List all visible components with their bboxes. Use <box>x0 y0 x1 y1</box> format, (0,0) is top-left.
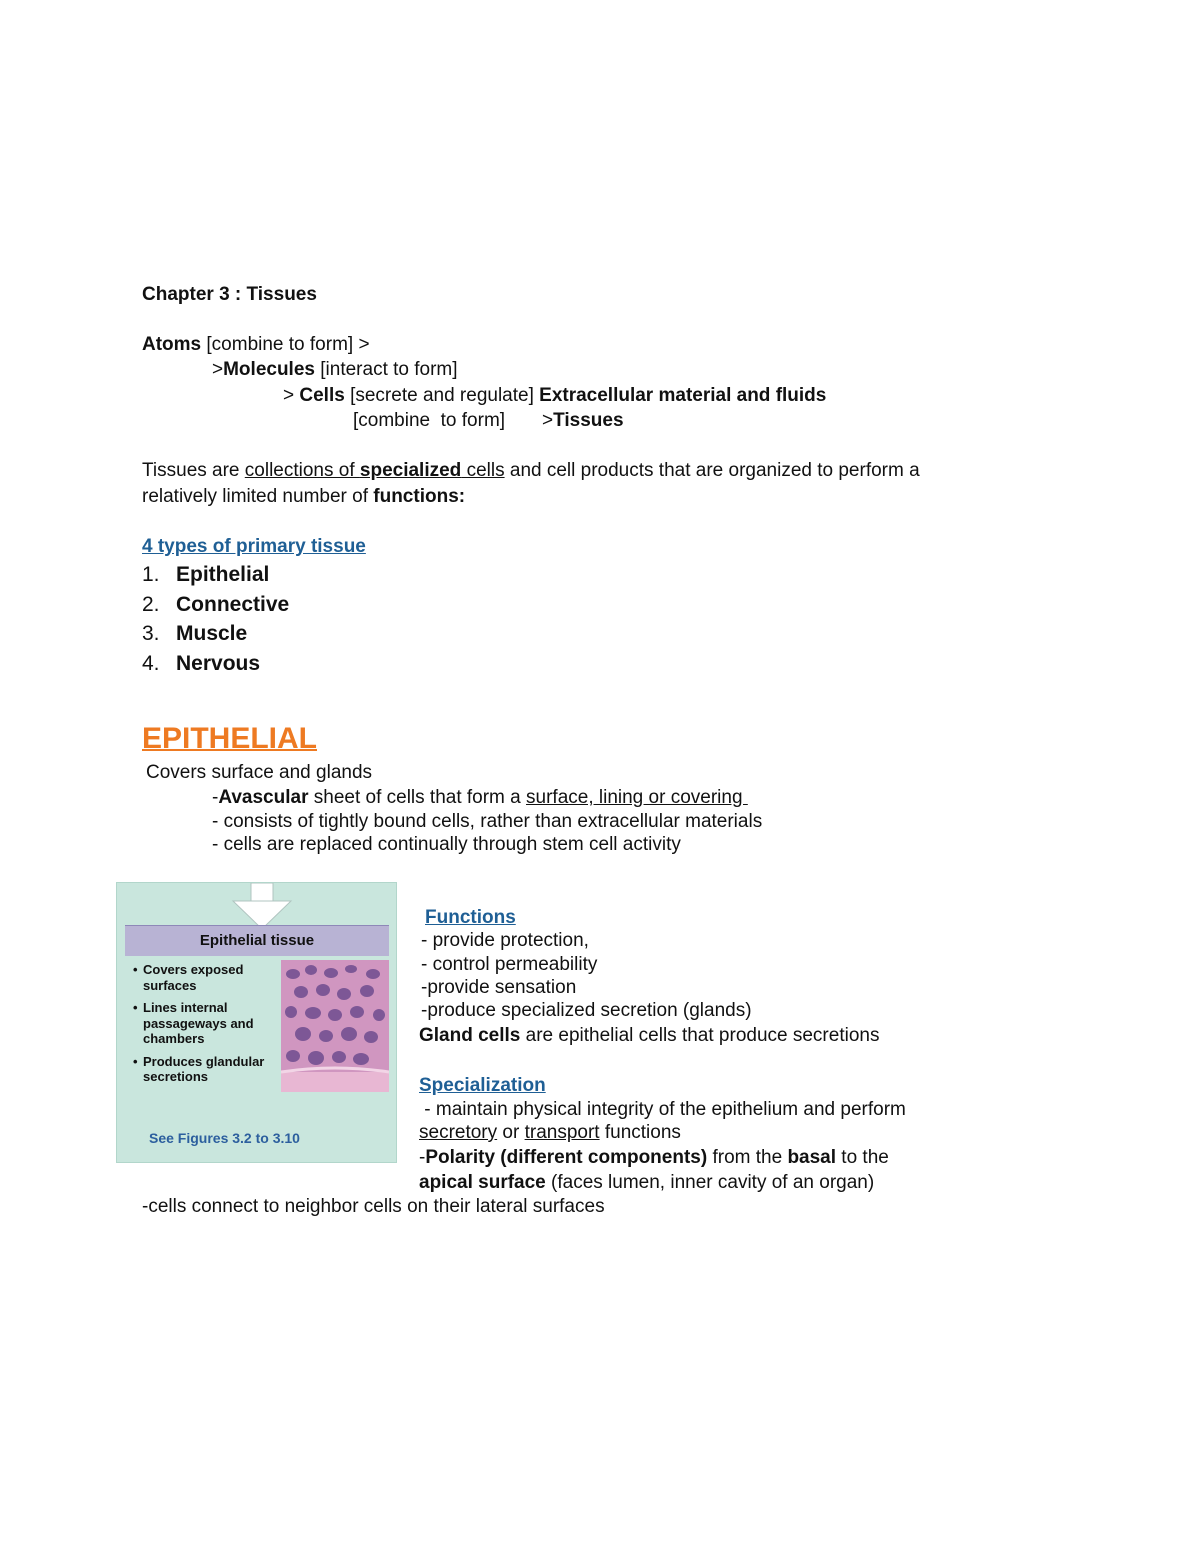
functions-item: -produce specialized secretion (glands) <box>421 1000 752 1021</box>
basal-term: basal <box>787 1147 837 1168</box>
dash: - <box>212 787 219 808</box>
specialization-heading: Specialization <box>419 1075 546 1096</box>
figure-bullet: • Produces glandular secretions <box>133 1054 283 1085</box>
definition-text: Tissues are <box>142 460 245 481</box>
molecules-desc: [interact to form] <box>314 359 458 380</box>
functions-item: - provide protection, <box>421 930 589 951</box>
specialization-line-1: - maintain physical integrity of the epithelium and perform <box>419 1099 906 1120</box>
bullet-underlined: surface, lining or covering <box>526 787 748 808</box>
cells-term: Cells <box>299 385 345 406</box>
extracellular-term: Extracellular material and fluids <box>539 385 827 406</box>
apical-term: apical surface <box>419 1172 546 1193</box>
list-label: Nervous <box>176 651 261 675</box>
list-number: 2. <box>142 592 160 616</box>
definition-underlined-cells: cells <box>461 460 505 481</box>
definition-functions: functions: <box>373 486 466 507</box>
list-label: Muscle <box>176 622 248 645</box>
epithelial-heading: EPITHELIAL <box>142 722 318 755</box>
gland-cells-desc: are epithelial cells that produce secretions <box>520 1025 880 1046</box>
definition-text: and cell products that are organized to perform a <box>504 460 920 481</box>
tissues-term: Tissues <box>553 410 624 431</box>
epithelial-covers: Covers surface and glands <box>146 762 373 783</box>
cells-desc: [secrete and regulate] <box>344 385 540 406</box>
hierarchy-line-tissues <box>353 410 624 432</box>
connector-text: from the <box>707 1147 788 1168</box>
connector-text: or <box>497 1122 525 1143</box>
functions-item: - control permeability <box>421 954 598 975</box>
molecules-term: Molecules <box>223 359 315 380</box>
dash: - <box>419 1147 426 1168</box>
bullet-text: sheet of cells that form a <box>308 787 527 808</box>
hierarchy-line-molecules <box>212 359 458 381</box>
list-item <box>142 560 289 590</box>
secretory-term: secretory <box>419 1122 498 1143</box>
list-item <box>142 590 289 620</box>
list-label: Connective <box>176 592 290 616</box>
epithelial-tissue-figure <box>116 882 397 1163</box>
polarity-term: Polarity (different components) <box>425 1147 708 1168</box>
types-heading: 4 types of primary tissue <box>142 536 366 557</box>
specialization-line-3 <box>419 1147 889 1169</box>
tissue-types-list <box>142 560 289 678</box>
figure-bullets <box>133 962 283 1092</box>
list-label: Epithelial <box>176 563 270 586</box>
down-arrow-icon <box>227 883 297 929</box>
list-number: 3. <box>142 622 160 645</box>
functions-item: -provide sensation <box>421 977 577 998</box>
hierarchy-line-atoms <box>142 334 370 356</box>
connector-text: to the <box>836 1147 889 1168</box>
gland-cells-line <box>419 1025 879 1047</box>
atoms-desc: [combine to form] > <box>201 334 370 355</box>
list-item <box>142 619 289 649</box>
figure-header: Epithelial tissue <box>125 925 389 957</box>
apical-desc: (faces lumen, inner cavity of an organ) <box>545 1172 875 1193</box>
list-item <box>142 649 289 679</box>
specialization-line-2 <box>419 1122 681 1144</box>
definition-line-2 <box>142 486 465 508</box>
definition-text: relatively limited number of <box>142 486 374 507</box>
micrograph-image <box>281 960 389 1092</box>
list-number: 1. <box>142 563 160 586</box>
connector-text: functions <box>599 1122 681 1143</box>
epithelial-bullet-2: - consists of tightly bound cells, rather than extracellular materials <box>212 811 763 832</box>
epithelial-bullet-1 <box>212 787 748 809</box>
chapter-title: Chapter 3 : Tissues <box>142 284 317 305</box>
figure-body <box>125 956 389 1156</box>
hierarchy-line-cells <box>283 385 826 407</box>
figure-caption: See Figures 3.2 to 3.10 <box>149 1130 300 1146</box>
figure-bullet: • Lines internal passageways and chambers <box>133 1000 283 1047</box>
figure-bullet: • Covers exposed surfaces <box>133 962 283 993</box>
definition-specialized: specialized <box>359 460 462 481</box>
avascular-term: Avascular <box>218 787 309 808</box>
atoms-term: Atoms <box>142 334 202 355</box>
tissues-desc: [combine to form] > <box>353 410 554 431</box>
definition-line-1 <box>142 460 920 482</box>
specialization-line-5: -cells connect to neighbor cells on their lateral surfaces <box>142 1196 605 1217</box>
definition-underlined: collections of <box>244 460 360 481</box>
gland-cells-term: Gland cells <box>419 1025 521 1046</box>
specialization-line-4 <box>419 1172 874 1194</box>
functions-heading: Functions <box>425 907 516 928</box>
arrow-text: > <box>283 385 300 406</box>
arrow-text: > <box>212 359 224 380</box>
list-number: 4. <box>142 651 160 675</box>
epithelial-bullet-3: - cells are replaced continually through stem cell activity <box>212 834 681 855</box>
transport-term: transport <box>524 1122 600 1143</box>
